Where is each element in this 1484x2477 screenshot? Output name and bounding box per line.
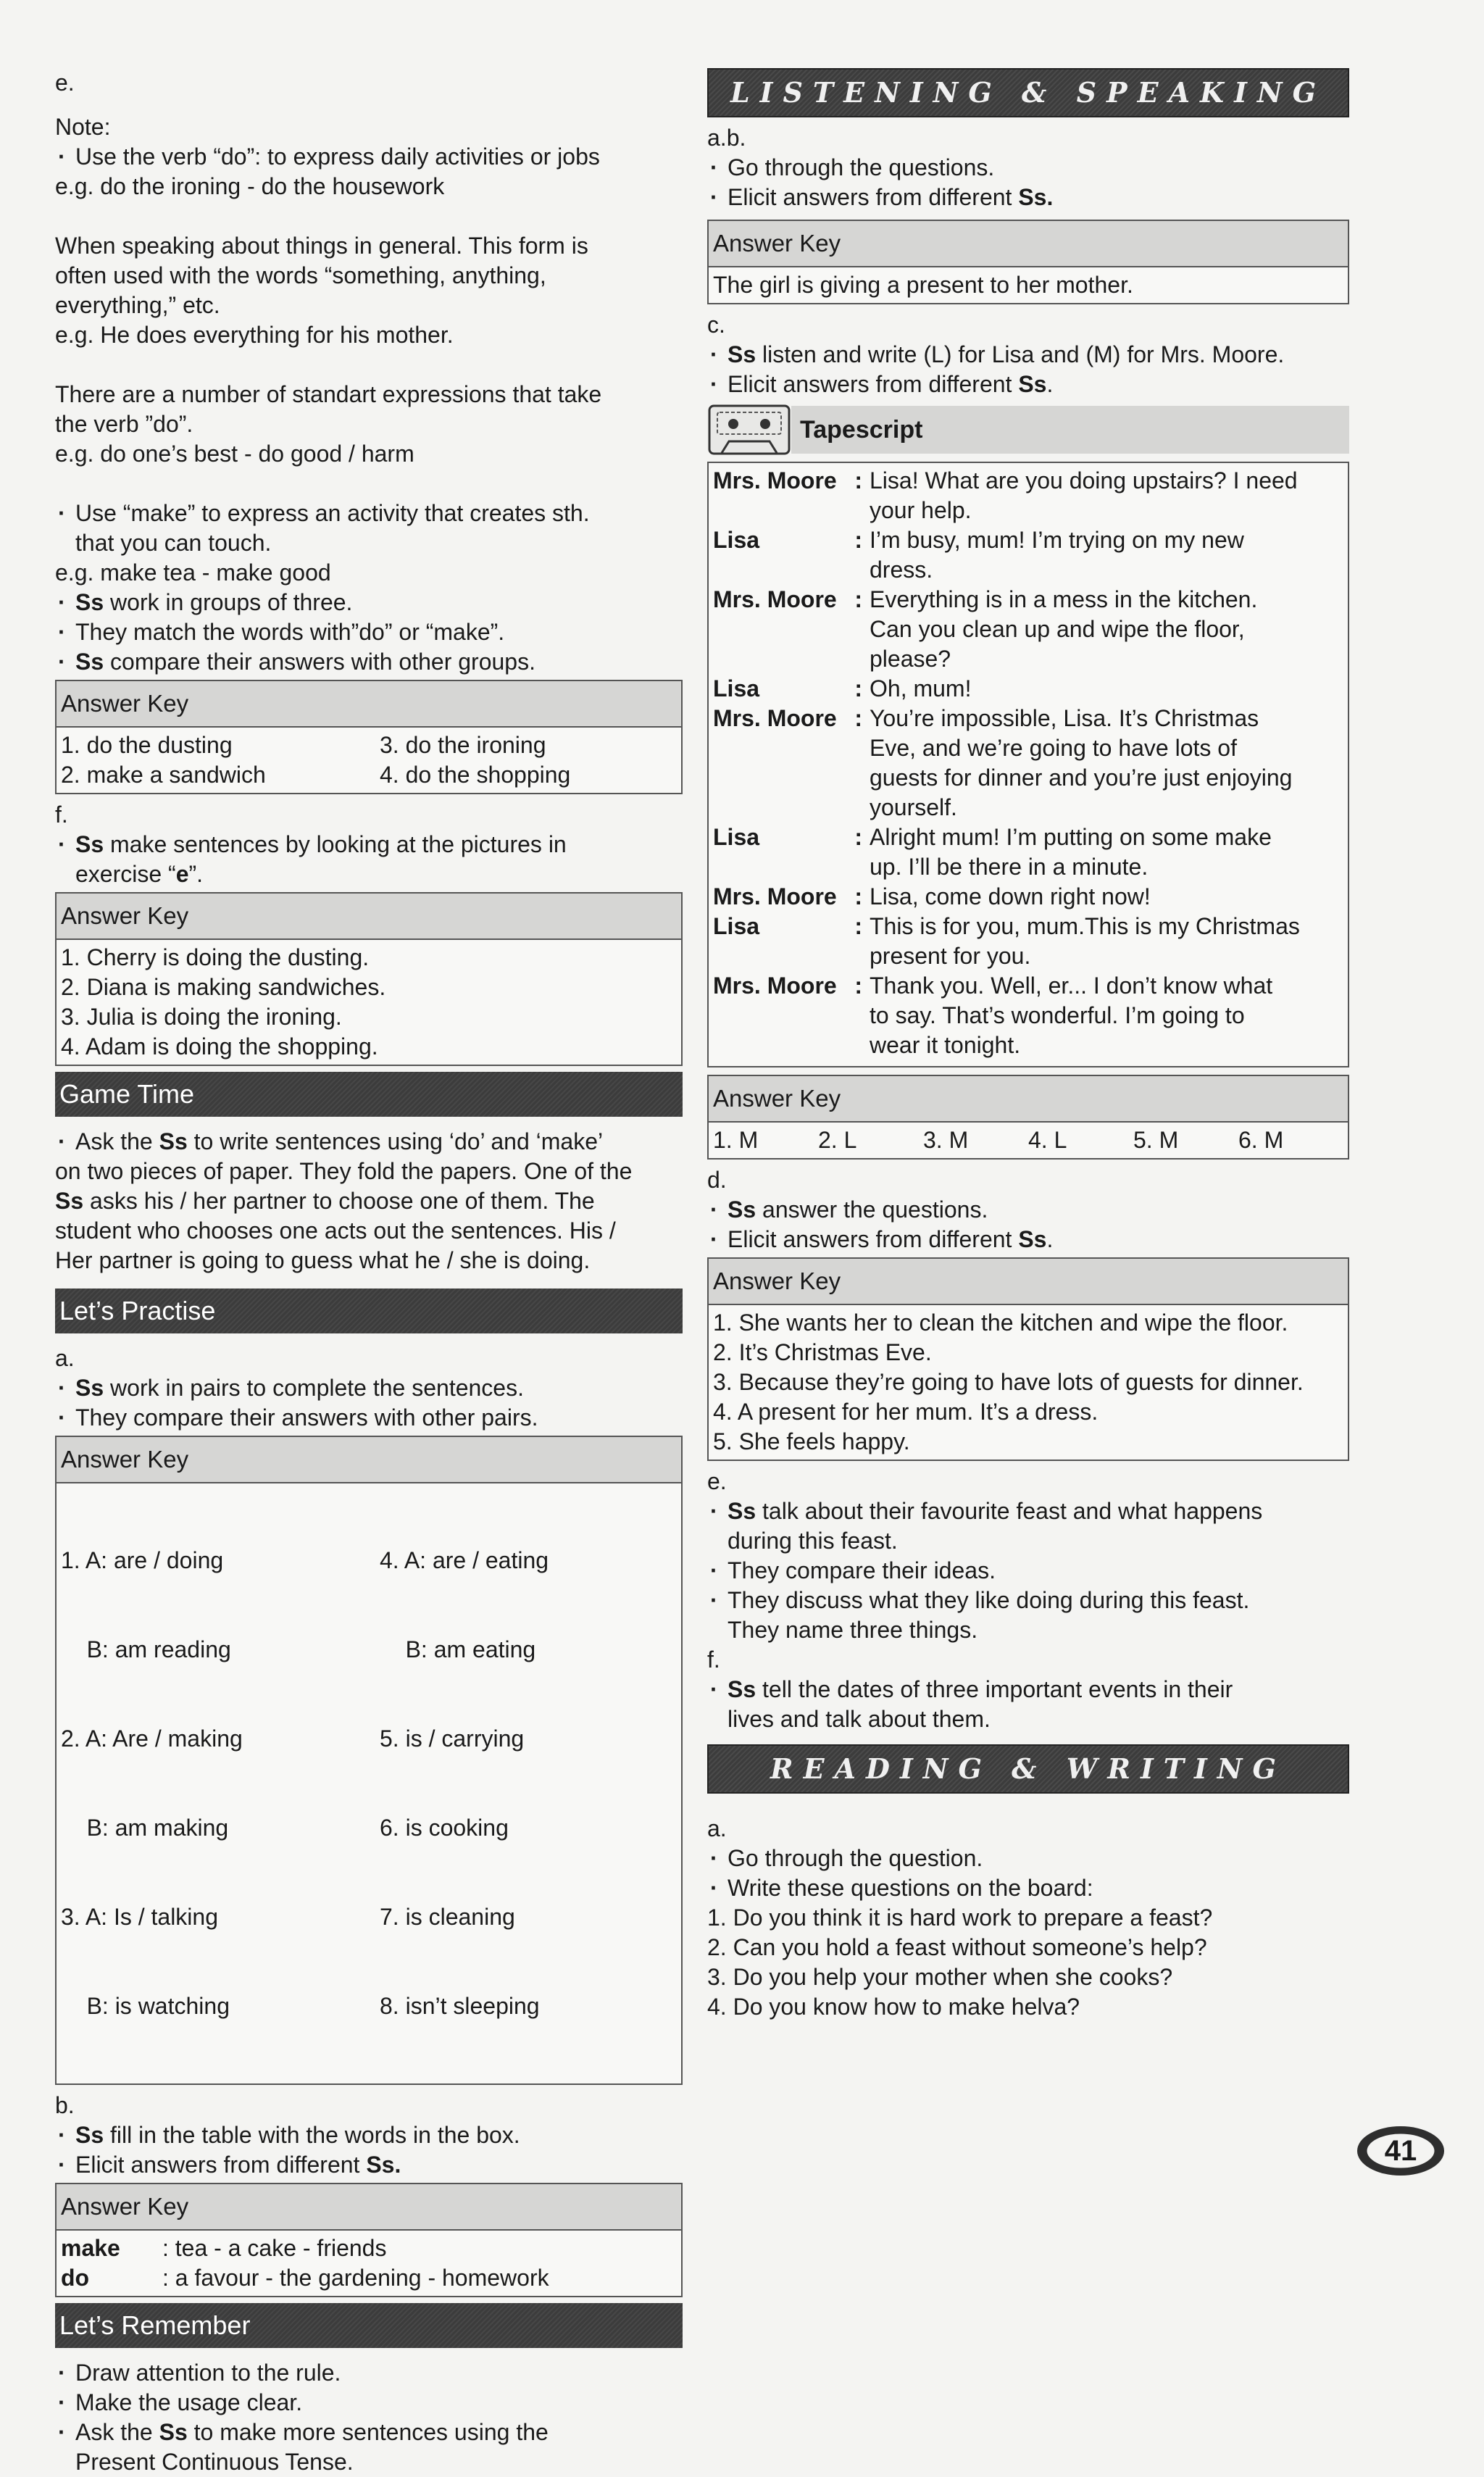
bullet-line: [55, 830, 683, 859]
bullet-line: [55, 647, 683, 677]
bullet-text: .: [1046, 371, 1054, 397]
bullet-line: [707, 1195, 1349, 1225]
answer-key-a: [55, 1436, 683, 2085]
exercise-ref: e: [175, 861, 189, 887]
answer-item: 1. A: are / doing: [61, 1547, 224, 1573]
answer-key-f: [55, 892, 683, 1066]
ss-label: Ss: [159, 2419, 188, 2445]
tapescript-header: [707, 404, 1349, 456]
answer-key-body: [57, 728, 681, 793]
answer-key-title: Answer Key: [57, 894, 681, 940]
right-column: [707, 68, 1349, 2022]
answer-key-title: Answer Key: [709, 1076, 1348, 1123]
bullet-line: · Go through the questions.: [707, 153, 1349, 183]
section-letter: e.: [55, 70, 75, 96]
answer-item: 4. A: are / eating: [380, 1547, 549, 1573]
eg-label: e.g.: [55, 322, 94, 348]
ss-label: Ss: [1018, 1226, 1047, 1252]
answer-key-body: [57, 1483, 681, 2083]
bullet-continuation: lives and talk about them.: [728, 1706, 991, 1732]
bullet-text: exercise “: [75, 861, 176, 887]
bullet-line: · Use “make” to express an activity that creates sth.: [55, 499, 683, 528]
bullet-text: talk about their favourite feast and what happens: [762, 1498, 1263, 1524]
answer-item: 5. is / carrying: [380, 1725, 525, 1752]
bullet-continuation: They name three things.: [728, 1617, 978, 1643]
tapescript-line: [713, 971, 1348, 1060]
speaker-name: Mrs. Moore :: [713, 883, 862, 909]
bullet-text: work in pairs to complete the sentences.: [110, 1375, 524, 1401]
ss-label: Ss: [75, 589, 104, 615]
answer-item: 1. Cherry is doing the dusting.: [61, 944, 370, 970]
tapescript-line: [713, 674, 1348, 704]
text-line: There are a number of standart expressions that take: [55, 381, 602, 407]
answer-key-c: [707, 1075, 1349, 1160]
answer-item: 4. Adam is doing the shopping.: [61, 1033, 378, 1060]
bullet-text: listen and write (L) for Lisa and (M) for Mrs. Moore.: [762, 341, 1285, 367]
answer-key-ab: [707, 220, 1349, 304]
cassette-tape-icon: [707, 404, 791, 456]
bullet-continuation: that you can touch.: [75, 530, 272, 556]
answer-item: 2. Diana is making sandwiches.: [61, 974, 386, 1000]
speech-text: I’m busy, mum! I’m trying on my new dress.: [870, 527, 1244, 583]
example-line: [55, 558, 683, 588]
text-line: Her partner is going to guess what he / she is doing.: [55, 1247, 591, 1273]
eg-label: e.g.: [55, 441, 94, 467]
answer-key-body: [709, 1123, 1348, 1158]
bullet-line: [707, 1225, 1349, 1254]
section-letter: f.: [707, 1647, 720, 1673]
section-letter: f.: [55, 802, 68, 828]
bullet-line: [55, 1127, 683, 1157]
ss-label: Ss: [1018, 371, 1047, 397]
bullet-text: work in groups of three.: [110, 589, 353, 615]
bullet-continuation: during this feast.: [728, 1528, 898, 1554]
speech-text: Everything is in a mess in the kitchen. Can you clean up and wipe the floor, please?: [870, 586, 1258, 672]
text-line: [55, 1186, 683, 1216]
eg-text: make tea - make good: [100, 559, 331, 586]
answer-item: B: am reading: [61, 1636, 231, 1662]
text-line: When speaking about things in general. This form is: [55, 233, 588, 259]
bullet-line: [55, 1373, 683, 1403]
section-letter: c.: [707, 312, 725, 338]
answer-item: 2. A: Are / making: [61, 1725, 243, 1752]
speech-text: Oh, mum!: [870, 675, 972, 702]
tapescript-line: [713, 466, 1348, 525]
bullet-text: compare their answers with other groups.: [110, 649, 535, 675]
tapescript-line: [713, 704, 1348, 823]
answer-item: 3. A: Is / talking: [61, 1904, 218, 1930]
answer-key-b: [55, 2183, 683, 2297]
page-number-badge: [1354, 2122, 1448, 2180]
answer-row: [61, 2234, 677, 2293]
eg-text: He does everything for his mother.: [100, 322, 454, 348]
answer-key-body: [57, 940, 681, 1065]
bullet-continuation: [55, 859, 683, 889]
bullet-line: · Make the usage clear.: [55, 2388, 683, 2418]
bullet-text: Elicit answers from different: [728, 184, 1012, 210]
ss-label: Ss: [75, 2122, 104, 2148]
speaker-name: Lisa :: [713, 675, 862, 702]
answer-item: 6. is cooking: [380, 1815, 509, 1841]
bullet-line: [707, 370, 1349, 399]
text-span: asks his / her partner to choose one of them. The: [90, 1188, 595, 1214]
example-line: [55, 439, 683, 469]
speaker-name: Lisa :: [713, 913, 862, 939]
ss-label: Ss: [75, 831, 104, 857]
ss-label: Ss: [728, 1676, 756, 1702]
text-line: everything,” etc.: [55, 292, 220, 318]
answer-item: B: am making: [61, 1815, 229, 1841]
bullet-line: [55, 588, 683, 617]
bullet-text: to make more sentences using the: [193, 2419, 549, 2445]
section-letter: a.: [55, 1345, 75, 1371]
bullet-line: · They discuss what they like doing during this feast.: [707, 1586, 1349, 1615]
tapescript-line: [713, 585, 1348, 674]
tapescript-line: [713, 823, 1348, 882]
bullet-text: to write sentences using ‘do’ and ‘make’: [193, 1128, 604, 1154]
text-line: the verb ”do”.: [55, 411, 193, 437]
bullet-line: · They compare their ideas.: [707, 1556, 1349, 1586]
answer-row-value: : tea - a cake - friends: [162, 2235, 387, 2261]
bullet-text: .: [1046, 1226, 1054, 1252]
bullet-line: [707, 1496, 1349, 1526]
speaker-name: Mrs. Moore :: [713, 973, 862, 999]
speech-text: Lisa! What are you doing upstairs? I need your help.: [870, 467, 1298, 523]
tapescript-line: [713, 882, 1348, 912]
bullet-line: · Write these questions on the board:: [707, 1873, 1349, 1903]
bullet-text: make sentences by looking at the pictures in: [110, 831, 567, 857]
ss-label: Ss: [728, 341, 756, 367]
bullet-text: Ask the: [75, 1128, 153, 1154]
ss-label: Ss: [728, 1196, 756, 1223]
ss-label: Ss.: [1018, 184, 1054, 210]
bullet-line: [707, 183, 1349, 212]
answer-key-title: Answer Key: [709, 1259, 1348, 1305]
answer-item: 2. make a sandwich: [61, 762, 266, 788]
lets-remember-banner: Let’s Remember: [55, 2303, 683, 2348]
ss-label: Ss: [75, 649, 104, 675]
eg-label: e.g.: [55, 173, 94, 199]
section-letter: a.: [707, 1815, 727, 1841]
bullet-line: [707, 340, 1349, 370]
eg-text: do the ironing - do the housework: [100, 173, 445, 199]
bullet-text: tell the dates of three important events in their: [762, 1676, 1233, 1702]
page-number: 41: [1384, 2135, 1417, 2167]
question-item: 4. Do you know how to make helva?: [707, 1994, 1080, 2020]
answer-row-value: : a favour - the gardening - homework: [162, 2265, 549, 2291]
eg-text: do one’s best - do good / harm: [100, 441, 414, 467]
answer-item: B: is watching: [61, 1993, 230, 2019]
example-line: [55, 320, 683, 350]
bullet-text: Elicit answers from different: [728, 371, 1012, 397]
text-line: often used with the words “something, anything,: [55, 262, 546, 288]
ss-label: Ss: [728, 1498, 756, 1524]
text-line: on two pieces of paper. They fold the papers. One of the: [55, 1158, 633, 1184]
speech-text: Alright mum! I’m putting on some make up. I’ll be there in a minute.: [870, 824, 1272, 880]
answer-key-e: [55, 680, 683, 794]
answer-item: 6. M: [1238, 1127, 1284, 1153]
bullet-text: fill in the table with the words in the box.: [110, 2122, 520, 2148]
speaker-name: Lisa :: [713, 824, 862, 850]
answer-item: 4. L: [1028, 1127, 1067, 1153]
answer-item: 5. She feels happy.: [713, 1428, 910, 1454]
answer-item: 4. do the shopping: [380, 762, 571, 788]
ss-label: Ss.: [366, 2152, 401, 2178]
answer-item: 2. L: [818, 1127, 857, 1153]
answer-key-title: Answer Key: [57, 1437, 681, 1483]
bullet-line: [707, 1675, 1349, 1704]
answer-row-label: make: [61, 2235, 120, 2261]
answer-key-title: Answer Key: [57, 681, 681, 728]
section-letter: e.: [707, 1468, 727, 1494]
bullet-line: [55, 2150, 683, 2180]
answer-item: 3. do the ironing: [380, 732, 546, 758]
bullet-text: Elicit answers from different: [75, 2152, 360, 2178]
ss-label: Ss: [55, 1188, 84, 1214]
bullet-continuation: Present Continuous Tense.: [75, 2449, 354, 2475]
bullet-line: · Go through the question.: [707, 1844, 1349, 1873]
answer-key-d: [707, 1257, 1349, 1461]
answer-item: B: am eating: [380, 1636, 536, 1662]
speech-text: Lisa, come down right now!: [870, 883, 1151, 909]
speaker-name: Mrs. Moore :: [713, 467, 862, 494]
speaker-name: Lisa :: [713, 527, 862, 553]
answer-key-title: Answer Key: [709, 221, 1348, 267]
bullet-text: Elicit answers from different: [728, 1226, 1012, 1252]
answer-col-right: [380, 1486, 677, 2081]
speaker-name: Mrs. Moore :: [713, 586, 862, 612]
section-letter: d.: [707, 1167, 727, 1193]
speaker-name: Mrs. Moore :: [713, 705, 862, 731]
lets-practise-banner: Let’s Practise: [55, 1289, 683, 1333]
answer-item: 4. A present for her mum. It’s a dress.: [713, 1399, 1099, 1425]
tapescript-line: [713, 912, 1348, 971]
answer-item: 1. do the dusting: [61, 732, 233, 758]
answer-row-label: do: [61, 2265, 90, 2291]
answer-item: 1. M: [713, 1127, 759, 1153]
question-item: 1. Do you think it is hard work to prepare a feast?: [707, 1904, 1213, 1931]
eg-label: e.g.: [55, 559, 94, 586]
answer-key-body: [709, 267, 1348, 303]
reading-writing-banner: READING & WRITING: [707, 1744, 1349, 1794]
section-letter: b.: [55, 2092, 75, 2118]
speech-text: You’re impossible, Lisa. It’s Christmas Eve, and we’re going to have lots of guests for dinner and you’re just enjoying yourself.: [870, 705, 1293, 820]
bullet-text: Ask the: [75, 2419, 153, 2445]
bullet-line: [55, 2120, 683, 2150]
answer-item: 1. She wants her to clean the kitchen and wipe the floor.: [713, 1310, 1288, 1336]
bullet-line: · They match the words with”do” or “make”.: [55, 617, 683, 647]
answer-key-body: [57, 2231, 681, 2296]
bullet-line: · Draw attention to the rule.: [55, 2358, 683, 2388]
ss-label: Ss: [159, 1128, 188, 1154]
ss-label: Ss: [75, 1375, 104, 1401]
example-line: [55, 172, 683, 201]
tapescript-label: Tapescript: [791, 406, 1349, 454]
answer-item: 3. Julia is doing the ironing.: [61, 1004, 342, 1030]
answer-item: The girl is giving a present to her mother.: [713, 272, 1133, 298]
answer-col-left: [61, 1486, 380, 2081]
left-column: [55, 68, 683, 2477]
answer-key-body: [709, 1305, 1348, 1460]
answer-item: 3. Because they’re going to have lots of guests for dinner.: [713, 1369, 1304, 1395]
answer-item: 2. It’s Christmas Eve.: [713, 1339, 932, 1365]
listening-speaking-banner: LISTENING & SPEAKING: [707, 68, 1349, 117]
game-time-banner: Game Time: [55, 1072, 683, 1117]
bullet-line: [55, 2418, 683, 2447]
answer-item: 7. is cleaning: [380, 1904, 515, 1930]
question-item: 3. Do you help your mother when she cooks?: [707, 1964, 1173, 1990]
bullet-line: · They compare their answers with other pairs.: [55, 1403, 683, 1433]
tapescript-box: [707, 462, 1349, 1067]
note-bullet: · Use the verb “do”: to express daily activities or jobs: [55, 142, 683, 172]
section-letter: a.b.: [707, 125, 746, 151]
bullet-text: answer the questions.: [762, 1196, 988, 1223]
answer-item: 3. M: [923, 1127, 969, 1153]
bullet-text: ”.: [188, 861, 204, 887]
speech-text: This is for you, mum.This is my Christmas present for you.: [870, 913, 1300, 969]
tapescript-line: [713, 525, 1348, 585]
note-label: Note:: [55, 114, 111, 140]
answer-key-title: Answer Key: [57, 2184, 681, 2231]
answer-item: 5. M: [1133, 1127, 1179, 1153]
answer-item: 8. isn’t sleeping: [380, 1993, 540, 2019]
speech-text: Thank you. Well, er... I don’t know what to say. That’s wonderful. I’m going to wear it tonight.: [870, 973, 1273, 1058]
text-line: student who chooses one acts out the sentences. His /: [55, 1217, 616, 1244]
question-item: 2. Can you hold a feast without someone’s help?: [707, 1934, 1207, 1960]
